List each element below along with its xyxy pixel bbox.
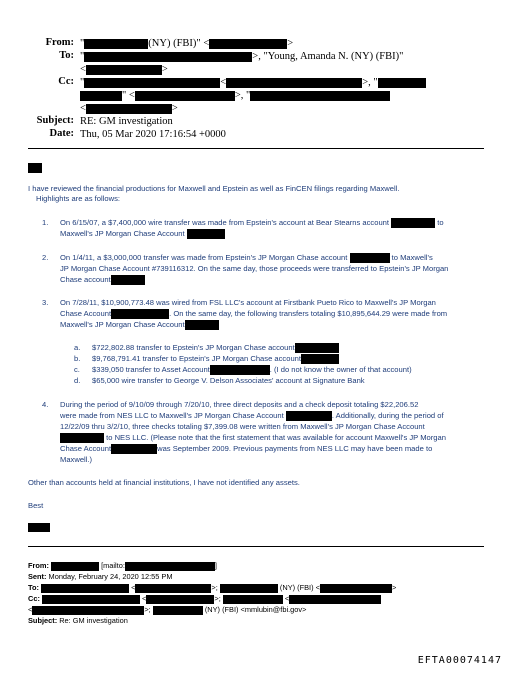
redaction xyxy=(153,606,203,615)
redaction xyxy=(289,595,381,604)
item4-line4: to NES LLC. (Please note that the first statement that was available for account Maxwell's JP Morgan xyxy=(60,433,446,444)
redaction xyxy=(80,91,122,101)
redaction xyxy=(391,218,435,228)
item1-line1: On 6/15/07, a $7,400,000 wire transfer was made from Epstein's account at Bear Stearns account to xyxy=(60,218,444,227)
item2-line1: On 1/4/11, a $3,000,000 transfer was made from Epstein's JP Morgan Chase account to Maxwell's xyxy=(60,253,433,262)
item4-line1: During the period of 9/10/09 through 7/20/10, three direct deposits and a check deposit totaling $22,206.52 xyxy=(60,400,419,409)
cc-line-2: " < >, " xyxy=(80,89,390,102)
redaction xyxy=(84,39,148,49)
header-divider xyxy=(28,148,484,149)
redaction xyxy=(226,78,362,88)
fwd-sent-line: Sent: Monday, February 24, 2020 12:55 PM xyxy=(28,572,173,581)
redaction xyxy=(42,595,140,604)
redaction xyxy=(350,253,390,263)
item4-line2: were made from NES LLC to Maxwell's JP Morgan Chase Account . Additionally, during the period of xyxy=(60,411,444,420)
closing-text: Other than accounts held at financial institutions, I have not identified any assets. xyxy=(28,478,300,487)
sub-item-b: $9,768,791.41 transfer to Epstein's JP Morgan Chase account xyxy=(92,354,339,365)
redaction xyxy=(84,78,220,88)
sub-letter: d. xyxy=(74,376,81,385)
intro-text: I have reviewed the financial productions for Maxwell and Epstein as well as FinCEN filings regarding Maxwell. xyxy=(28,184,400,193)
redaction xyxy=(111,275,145,285)
redaction xyxy=(250,91,390,101)
to-line: " >, "Young, Amanda N. (NY) (FBI)" xyxy=(80,51,404,62)
item-number: 3. xyxy=(42,298,49,307)
fwd-from-line: From: [mailto: ] xyxy=(28,561,217,570)
item-number: 1. xyxy=(42,218,49,227)
from-label: From: xyxy=(45,37,74,48)
redaction xyxy=(320,584,392,593)
redaction xyxy=(41,584,129,593)
item1-line2: Maxwell's JP Morgan Chase Account xyxy=(60,229,225,240)
sub-letter: c. xyxy=(74,365,80,374)
redaction xyxy=(223,595,283,604)
redaction xyxy=(60,433,104,443)
redaction xyxy=(32,606,144,615)
item4-line3: 12/22/09 thru 3/2/10, three checks totaling $7,399.08 were written from Maxwell's JP Morgan Chase Account xyxy=(60,422,425,431)
item-number: 4. xyxy=(42,400,49,409)
redaction xyxy=(84,52,252,62)
forward-divider xyxy=(28,546,484,547)
cc-label: Cc: xyxy=(58,76,74,87)
sub-item-a: $722,802.88 transfer to Epstein's JP Morgan Chase account xyxy=(92,343,339,354)
item3-line1: On 7/28/11, $10,900,773.48 was wired from FSL LLC's account at Firstbank Pueto Rico to Maxwell's JP Morgan xyxy=(60,298,436,307)
redaction xyxy=(28,523,50,532)
sub-letter: a. xyxy=(74,343,81,352)
redaction xyxy=(146,595,214,604)
fwd-to-line: To: < >; (NY) (FBI) < > xyxy=(28,583,397,592)
redaction xyxy=(220,584,278,593)
to-label: To: xyxy=(59,50,74,61)
item4-line5: Chase Account was September 2009. Previous payments from NES LLC may have been made to xyxy=(60,444,433,453)
date-value: Thu, 05 Mar 2020 17:16:54 +0000 xyxy=(80,129,226,140)
redaction xyxy=(210,365,270,375)
item3-line3: Maxwell's JP Morgan Chase Account xyxy=(60,320,219,331)
redaction xyxy=(286,411,332,421)
item-number: 2. xyxy=(42,253,49,262)
sub-item-c: $339,050 transfer to Asset Account . (I do not know the owner of that account) xyxy=(92,365,412,374)
redaction xyxy=(378,78,426,88)
subject-label: Subject: xyxy=(36,115,74,126)
redaction xyxy=(51,562,99,571)
cc-line-3: < > xyxy=(80,103,178,114)
redaction xyxy=(135,584,211,593)
redaction xyxy=(28,163,42,173)
item3-line2: Chase Account . On the same day, the following transfers totaling $10,895,644.29 were made from xyxy=(60,309,448,318)
fwd-subject-line: Subject: Re: GM investigation xyxy=(28,616,128,625)
item2-line2: JP Morgan Chase Account #739116312. On the same day, those proceeds were transferred to Epstein's JP Morgan xyxy=(60,264,449,273)
subject-value: RE: GM investigation xyxy=(80,116,173,127)
redaction xyxy=(125,562,215,571)
signoff-text: Best xyxy=(28,501,44,510)
fwd-cc-line-2: < >; (NY) (FBI) <mmlubin@fbi.gov> xyxy=(28,605,307,614)
redaction xyxy=(111,444,157,454)
sub-item-d: $65,000 wire transfer to George V. Delson Associates' account at Signature Bank xyxy=(92,376,365,385)
sub-letter: b. xyxy=(74,354,81,363)
fwd-cc-line: Cc: < >; < xyxy=(28,594,381,604)
redaction xyxy=(301,354,339,364)
item2-line3: Chase account xyxy=(60,275,145,286)
redaction xyxy=(187,229,225,239)
redaction xyxy=(209,39,287,49)
redaction xyxy=(135,91,235,101)
redaction xyxy=(185,320,219,330)
date-label: Date: xyxy=(49,128,74,139)
redaction xyxy=(86,65,162,75)
from-line: " (NY) (FBI)" < > xyxy=(80,38,294,49)
item4-line6: Maxwell.) xyxy=(60,455,93,464)
redaction xyxy=(111,309,169,319)
cc-line-1: " < >, " xyxy=(80,76,426,89)
redaction xyxy=(295,343,339,353)
highlights-text: Highlights are as follows: xyxy=(36,194,120,203)
to-line-2: < > xyxy=(80,64,168,75)
document-id: EFTA00074147 xyxy=(417,655,502,666)
redaction xyxy=(86,104,172,114)
